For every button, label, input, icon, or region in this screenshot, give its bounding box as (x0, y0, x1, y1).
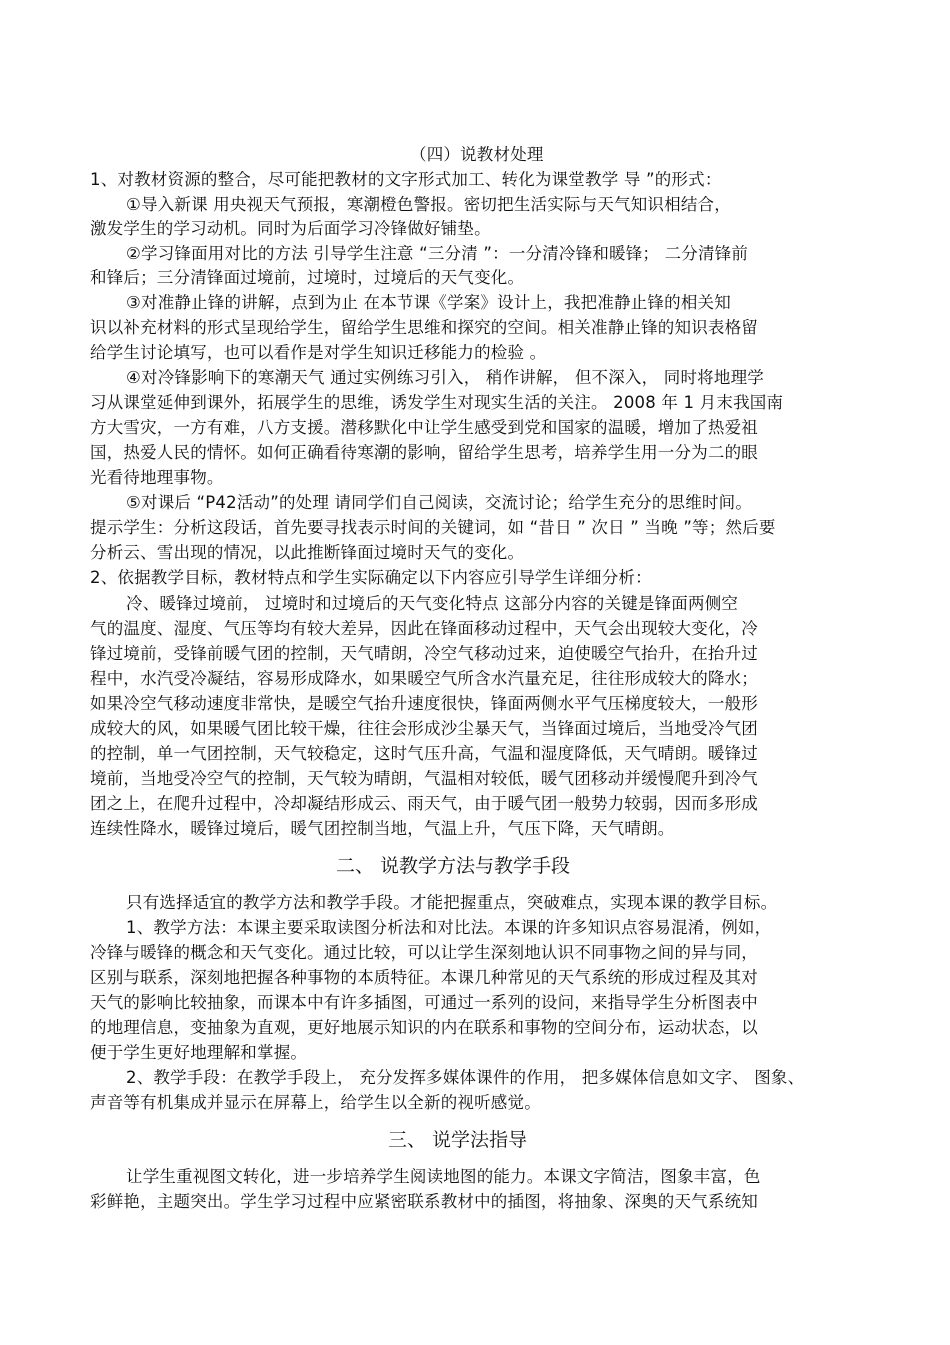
text-line: 提示学生：分析这段话，首先要寻找表示时间的关键词，如 “昔日 ” 次日 ” 当晚 ”等；然后要 (90, 518, 776, 537)
text-line: 光看待地理事物。 (90, 468, 224, 487)
text-line: 的地理信息，变抽象为直观，更好地展示知识的内在联系和事物的空间分布，运动状态，以 (90, 1018, 758, 1037)
text-line: 连续性降水，暖锋过境后，暖气团控制当地，气温上升，气压下降，天气晴朗。 (90, 819, 675, 838)
text-line: 天气的影响比较抽象，而课本中有许多插图，可通过一系列的设问，来指导学生分析图表中 (90, 993, 758, 1012)
text-line: 习从课堂延伸到课外，拓展学生的思维，诱发学生对现实生活的关注。 2008 年 1 月末我国南 (90, 393, 784, 412)
text-line: 国，热爱人民的情怀。如何正确看待寒潮的影响，留给学生思考，培养学生用一分为二的眼 (90, 443, 758, 462)
text-line: ①导入新课 用央视天气预报，寒潮橙色警报。密切把生活实际与天气知识相结合， (126, 195, 731, 214)
text-line: 团之上，在爬升过程中，冷却凝结形成云、雨天气，由于暖气团一般势力较弱，因而多形成 (90, 794, 758, 813)
text-line: 只有选择适宜的教学方法和教学手段。才能把握重点，突破难点，实现本课的教学目标。 (126, 893, 778, 912)
text-line: 区别与联系，深刻地把握各种事物的本质特征。本课几种常见的天气系统的形成过程及其对 (90, 968, 758, 987)
text-line: 彩鲜艳，主题突出。学生学习过程中应紧密联系教材中的插图，将抽象、深奥的天气系统知 (90, 1192, 758, 1211)
text-line: ②学习锋面用对比的方法 引导学生注意 “三分清 ”：一分清冷锋和暖锋； 二分清锋前 (126, 244, 749, 263)
text-line: 1、教学方法：本课主要采取读图分析法和对比法。本课的许多知识点容易混淆，例如， (126, 918, 772, 937)
text-line: 声音等有机集成并显示在屏幕上，给学生以全新的视听感觉。 (90, 1093, 541, 1112)
text-line: 冷锋与暖锋的概念和天气变化。通过比较，可以让学生深刻地认识不同事物之间的异与同， (90, 943, 758, 962)
text-line: 气的温度、湿度、气压等均有较大差异，因此在锋面移动过程中，天气会出现较大变化，冷 (90, 619, 758, 638)
text-line: 1、对教材资源的整合，尽可能把教材的文字形式加工、转化为课堂教学 导 ”的形式： (90, 170, 722, 189)
text-line: 给学生讨论填写，也可以看作是对学生知识迁移能力的检验 。 (90, 343, 547, 362)
text-line: 2、教学手段：在教学手段上， 充分发挥多媒体课件的作用， 把多媒体信息如文字、 图象、 (126, 1068, 805, 1087)
subsection-title: （四）说教材处理 (410, 145, 544, 164)
text-line: 的控制，单一气团控制，天气较稳定，这时气压升高，气温和湿度降低，天气晴朗。暖锋过 (90, 744, 758, 763)
text-line: 冷、暖锋过境前， 过境时和过境后的天气变化特点 这部分内容的关键是锋面两侧空 (126, 594, 739, 613)
text-line: 程中，水汽受冷凝结，容易形成降水，如果暖空气所含水汽量充足，往往形成较大的降水； (90, 669, 758, 688)
text-line: 识以补充材料的形式呈现给学生，留给学生思维和探究的空间。相关准静止锋的知识表格留 (90, 318, 758, 337)
text-line: 方大雪灾，一方有难，八方支援。潜移默化中让学生感受到党和国家的温暖，增加了热爱祖 (90, 418, 758, 437)
text-line: 锋过境前，受锋前暖气团的控制，天气晴朗，冷空气移动过来，迫使暖空气抬升，在抬升过 (90, 644, 758, 663)
text-line: 境前，当地受冷空气的控制，天气较为晴朗，气温相对较低，暖气团移动并缓慢爬升到冷气 (90, 769, 758, 788)
text-line: 成较大的风，如果暖气团比较干燥，往往会形成沙尘暴天气，当锋面过境后，当地受冷气团 (90, 719, 758, 738)
text-line: 2、依据教学目标，教材特点和学生实际确定以下内容应引导学生详细分析： (90, 568, 652, 587)
text-line: 和锋后；三分清锋面过境前，过境时，过境后的天气变化。 (90, 268, 525, 287)
section-heading: 二、 说教学方法与教学手段 (336, 855, 571, 877)
text-line: ③对准静止锋的讲解，点到为止 在本节课《学案》设计上，我把准静止锋的相关知 (126, 293, 731, 312)
text-line: 激发学生的学习动机。同时为后面学习冷锋做好铺垫。 (90, 219, 491, 238)
text-line: ⑤对课后 “P42活动”的处理 请同学们自己阅读，交流讨论；给学生充分的思维时间。 (126, 493, 753, 512)
text-line: 分析云、雪出现的情况，以此推断锋面过境时天气的变化。 (90, 543, 525, 562)
text-line: ④对冷锋影响下的寒潮天气 通过实例练习引入， 稍作讲解， 但不深入， 同时将地理学 (126, 368, 764, 387)
text-line: 便于学生更好地理解和掌握。 (90, 1043, 308, 1062)
text-line: 如果冷空气移动速度非常快，是暖空气抬升速度很快，锋面两侧水平气压梯度较大，一般形 (90, 694, 758, 713)
text-line: 让学生重视图文转化，进一步培养学生阅读地图的能力。本课文字简洁，图象丰富，色 (126, 1167, 761, 1186)
section-heading: 三、 说学法指导 (388, 1129, 528, 1151)
